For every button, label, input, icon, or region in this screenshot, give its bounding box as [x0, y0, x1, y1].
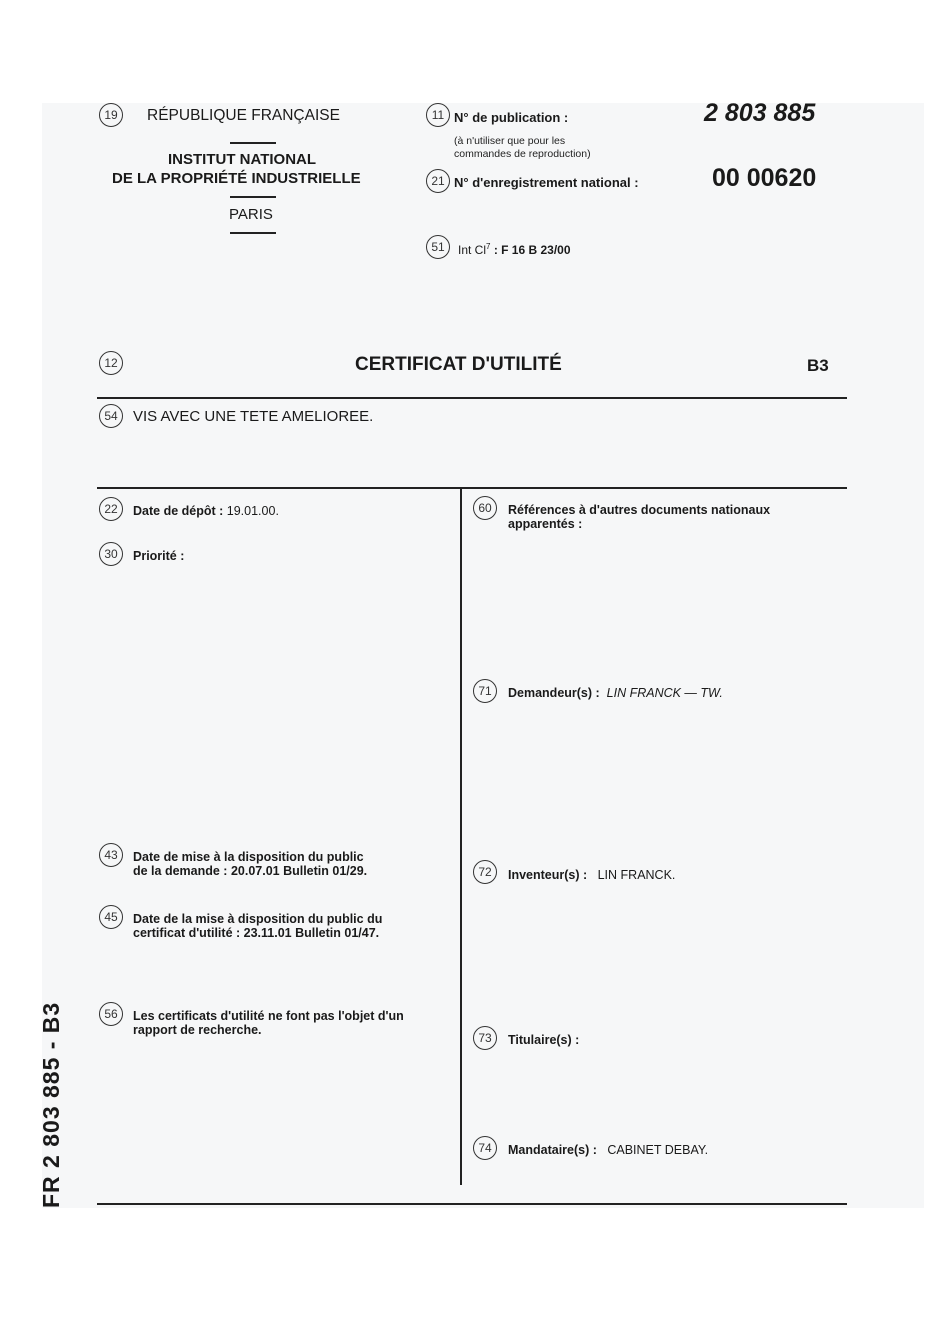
- applicant: [508, 686, 723, 700]
- filing-date-label: Date de dépôt :: [133, 504, 224, 518]
- field-code-11: 11: [426, 103, 450, 127]
- field-code-60: 60: [473, 496, 497, 520]
- field-code-21: 21: [426, 169, 450, 193]
- publication-number: 2 803 885: [704, 99, 816, 127]
- field-code-73: 73: [473, 1026, 497, 1050]
- int-cl-superscript: 7: [486, 242, 491, 251]
- search-report-note-line1: Les certificats d'utilité ne font pas l'objet d'un: [133, 1009, 404, 1023]
- application-availability-line2: de la demande : 20.07.01 Bulletin 01/29.: [133, 864, 368, 878]
- field-code-22: 22: [99, 497, 123, 521]
- section-rule: [97, 397, 847, 399]
- certificate-availability-line2: certificat d'utilité : 23.11.01 Bulletin 01/47.: [133, 926, 380, 940]
- related-documents-line1: Références à d'autres documents nationaux: [508, 503, 771, 517]
- certificate-availability-line1: Date de la mise à disposition du public du: [133, 912, 383, 926]
- agent-label: Mandataire(s) :: [508, 1143, 597, 1157]
- field-code-45: 45: [99, 905, 123, 929]
- divider: [230, 232, 276, 234]
- invention-title: VIS AVEC UNE TETE AMELIOREE.: [133, 408, 374, 425]
- field-code-71: 71: [473, 679, 497, 703]
- publication-note-line2: commandes de reproduction): [454, 148, 591, 160]
- institute-name-line1: INSTITUT NATIONAL: [168, 151, 317, 168]
- divider: [230, 196, 276, 198]
- field-code-51: 51: [426, 235, 450, 259]
- registration-label: N° d'enregistrement national :: [454, 175, 639, 190]
- bottom-rule: [97, 1203, 847, 1205]
- agent-value: CABINET DEBAY.: [607, 1143, 709, 1157]
- field-code-72: 72: [473, 860, 497, 884]
- holder-label: Titulaire(s) :: [508, 1033, 580, 1047]
- related-documents-line2: apparentés :: [508, 517, 583, 531]
- column-divider: [460, 489, 462, 1185]
- republic-name: RÉPUBLIQUE FRANÇAISE: [147, 107, 340, 124]
- inventor-value: LIN FRANCK.: [597, 868, 676, 882]
- field-code-56: 56: [99, 1002, 123, 1026]
- int-cl-value: : F 16 B 23/00: [493, 243, 571, 257]
- side-publication-label: FR 2 803 885 - B3: [38, 1001, 64, 1208]
- agent: [508, 1143, 708, 1157]
- document-type-title: CERTIFICAT D'UTILITÉ: [355, 354, 562, 375]
- registration-number: 00 00620: [712, 164, 817, 192]
- applicant-value: LIN FRANCK — TW.: [606, 686, 723, 700]
- city-name: PARIS: [229, 206, 273, 223]
- field-code-43: 43: [99, 843, 123, 867]
- document-kind-code: B3: [807, 356, 829, 375]
- field-code-12: 12: [99, 351, 123, 375]
- field-code-54: 54: [99, 404, 123, 428]
- filing-date-value: 19.01.00.: [226, 504, 279, 518]
- int-cl-label: Int Cl: [458, 243, 487, 257]
- search-report-note-line2: rapport de recherche.: [133, 1023, 262, 1037]
- inventor-label: Inventeur(s) :: [508, 868, 588, 882]
- field-code-30: 30: [99, 542, 123, 566]
- applicant-label: Demandeur(s) :: [508, 686, 600, 700]
- field-code-74: 74: [473, 1136, 497, 1160]
- institute-name-line2: DE LA PROPRIÉTÉ INDUSTRIELLE: [112, 170, 361, 187]
- publication-note-line1: (à n'utiliser que pour les: [454, 135, 566, 147]
- application-availability-line1: Date de mise à la disposition du public: [133, 850, 364, 864]
- section-rule: [97, 487, 847, 489]
- divider: [230, 142, 276, 144]
- field-code-19: 19: [99, 103, 123, 127]
- inventor: [508, 868, 675, 882]
- priority-label: Priorité :: [133, 549, 185, 563]
- publication-label: N° de publication :: [454, 110, 569, 125]
- filing-date: [133, 504, 279, 518]
- int-cl-classification: [458, 242, 571, 257]
